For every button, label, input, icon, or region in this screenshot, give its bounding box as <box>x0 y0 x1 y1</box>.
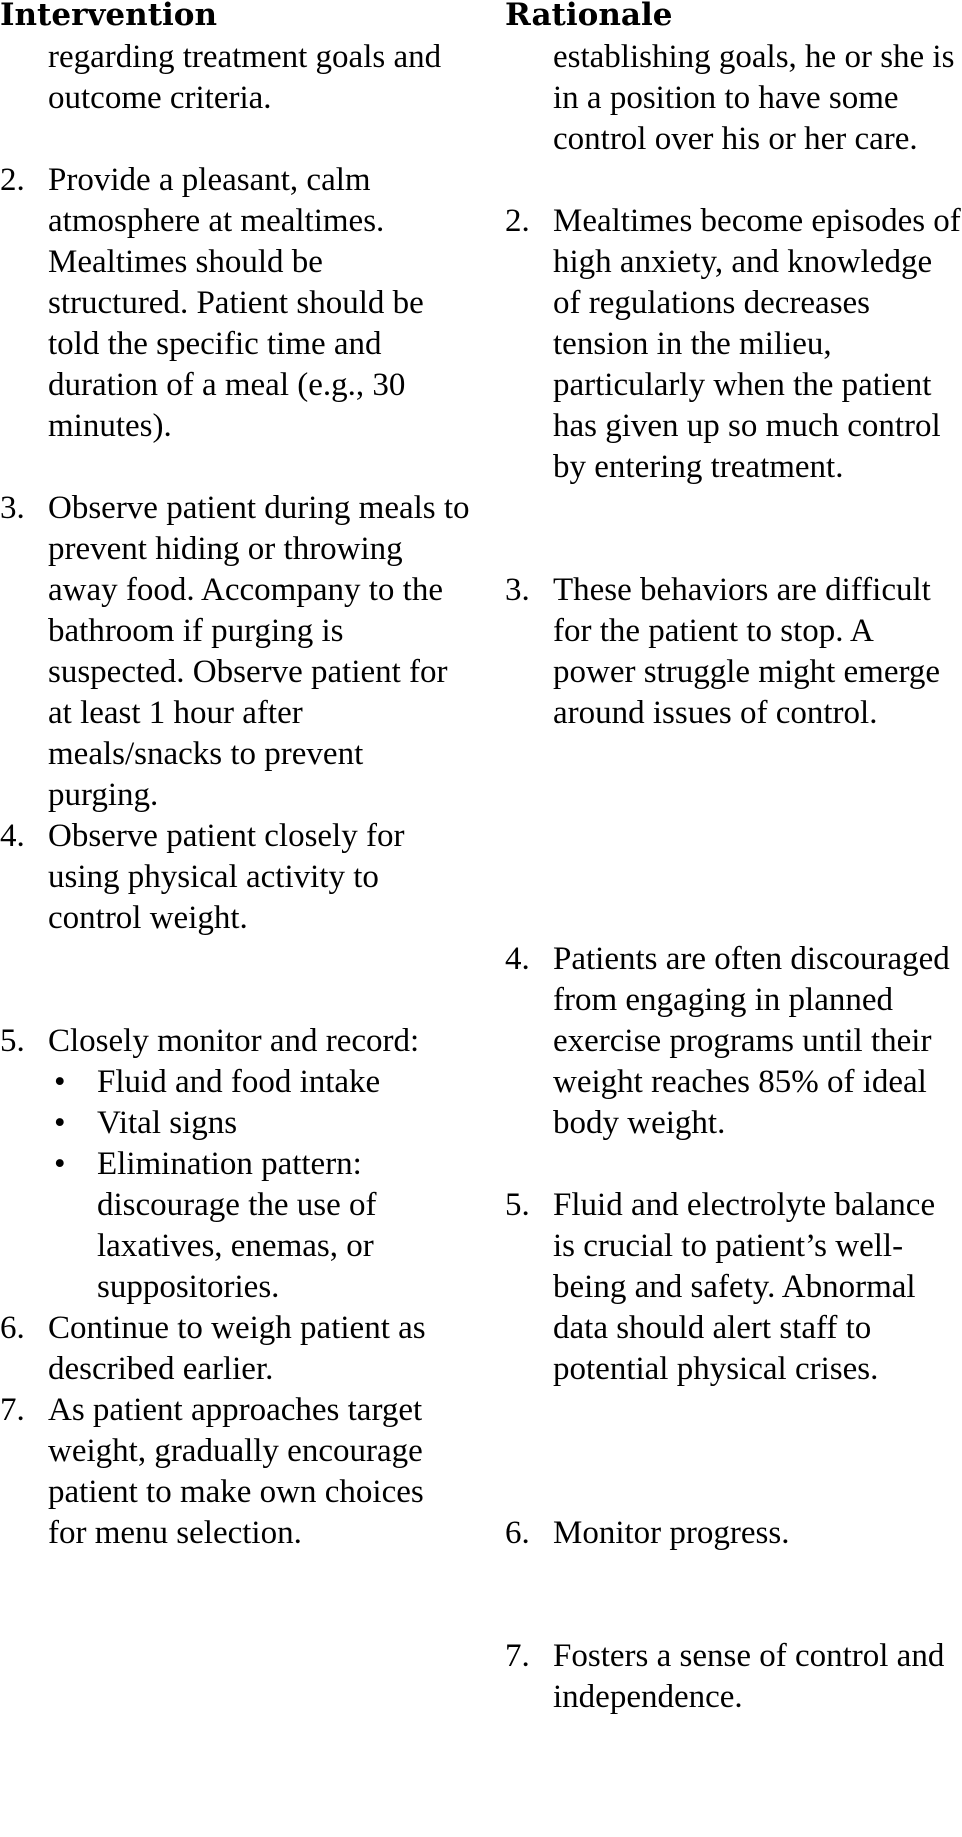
intervention-text: Provide a pleasant, calm atmosphere at mealtimes. Mealtimes should be structured. Patient should be told the specific time and duration of a meal (e.g., 30 minutes). <box>48 162 424 444</box>
intervention-number: 3. <box>0 490 25 526</box>
rationale-text: Mealtimes become episodes of high anxiety, and knowledge of regulations decreases tension in the milieu, particularly when the patient has given up so much control by entering treatment. <box>553 203 961 485</box>
rationale-item <box>505 570 962 734</box>
rationale-item <box>505 1636 962 1718</box>
intervention-number: 5. <box>0 1023 25 1059</box>
intervention-item <box>0 1390 470 1554</box>
bullet-text: Elimination pattern: discourage the use of laxatives, enemas, or suppositories. <box>97 1146 377 1305</box>
rationale-number: 7. <box>505 1638 530 1674</box>
bullet-item <box>48 1144 470 1308</box>
intervention-item <box>0 1308 470 1390</box>
rationale-text: Monitor progress. <box>553 1515 790 1551</box>
intervention-number: 6. <box>0 1310 25 1346</box>
bullet-text: Vital signs <box>97 1105 238 1141</box>
bullet-dot: • <box>54 1105 66 1141</box>
rationale-column-header: Rationale <box>505 0 673 33</box>
rationale-item <box>505 939 962 1144</box>
rationale-number: 6. <box>505 1515 530 1551</box>
intervention-text: Observe patient during meals to prevent hiding or throwing away food. Accompany to the bathroom if purging is suspected. Observe patient for at least 1 hour after meals/snacks to prevent purging. <box>48 490 470 813</box>
intervention-item <box>0 37 470 119</box>
bullet-dot: • <box>54 1146 66 1182</box>
intervention-text: regarding treatment goals and outcome criteria. <box>48 39 442 116</box>
bullet-dot: • <box>54 1064 66 1100</box>
intervention-number: 4. <box>0 818 25 854</box>
rationale-text: Fluid and electrolyte balance is crucial to patient’s well-being and safety. Abnormal data should alert staff to potential physical crises. <box>553 1187 936 1387</box>
rationale-number: 4. <box>505 941 530 977</box>
rationale-number: 5. <box>505 1187 530 1223</box>
monitor-bullet-list <box>48 1062 470 1308</box>
intervention-item <box>0 1021 470 1308</box>
rationale-text: Fosters a sense of control and independence. <box>553 1638 945 1715</box>
bullet-item <box>48 1062 470 1103</box>
intervention-number: 7. <box>0 1392 25 1428</box>
rationale-number: 3. <box>505 572 530 608</box>
intervention-column-header: Intervention <box>0 0 217 33</box>
rationale-item <box>505 1513 962 1554</box>
rationale-text: These behaviors are difficult for the patient to stop. A power struggle might emerge around issues of control. <box>553 572 941 731</box>
bullet-item <box>48 1103 470 1144</box>
rationale-text: establishing goals, he or she is in a position to have some control over his or her care. <box>553 39 955 157</box>
rationale-text: Patients are often discouraged from engaging in planned exercise programs until their weight reaches 85% of ideal body weight. <box>553 941 950 1141</box>
intervention-column <box>0 37 470 1554</box>
rationale-number: 2. <box>505 203 530 239</box>
intervention-item <box>0 816 470 939</box>
intervention-text: Closely monitor and record: <box>48 1023 420 1059</box>
bullet-text: Fluid and food intake <box>97 1064 381 1100</box>
rationale-item <box>505 1185 962 1390</box>
rationale-item <box>505 37 962 160</box>
intervention-item <box>0 488 470 816</box>
intervention-text: Observe patient closely for using physical activity to control weight. <box>48 818 405 936</box>
intervention-item <box>0 160 470 447</box>
intervention-number: 2. <box>0 162 25 198</box>
rationale-item <box>505 201 962 488</box>
intervention-text: As patient approaches target weight, gradually encourage patient to make own choices for menu selection. <box>48 1392 424 1551</box>
intervention-text: Continue to weigh patient as described earlier. <box>48 1310 426 1387</box>
